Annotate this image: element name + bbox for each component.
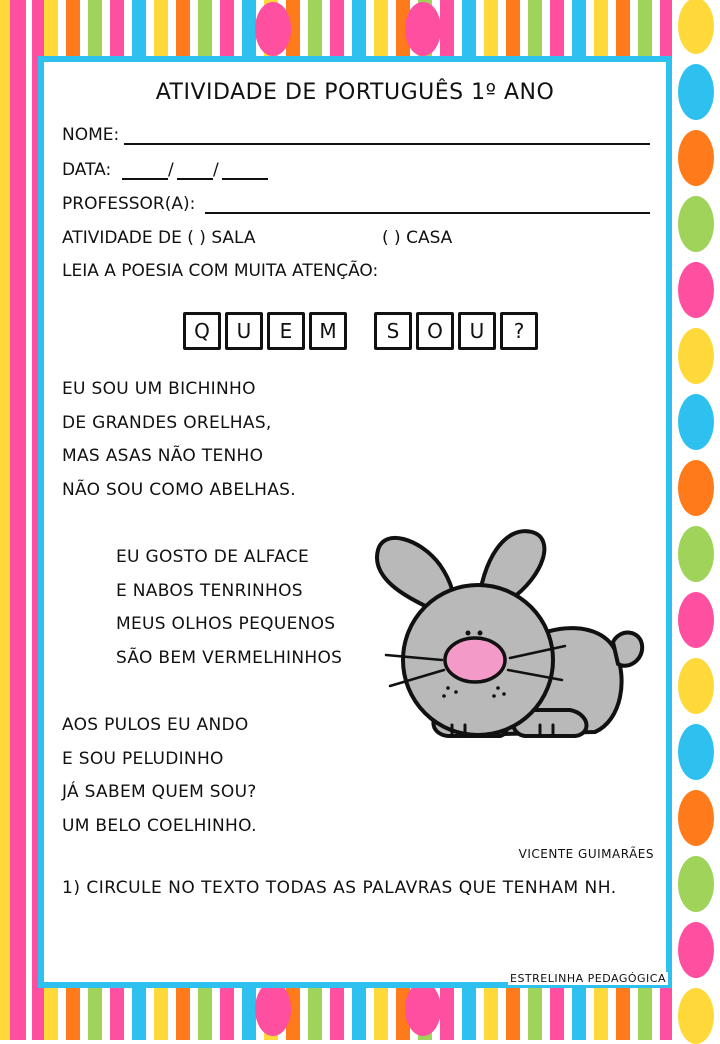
letter-tile: ? — [500, 312, 538, 350]
bunny-illustration — [370, 520, 650, 750]
poem-line: EU SOU UM BICHINHO — [62, 379, 256, 399]
polka-dot — [678, 394, 714, 450]
nome-label: NOME: — [62, 125, 120, 145]
polka-dot — [678, 724, 714, 780]
professor-label: PROFESSOR(A): — [62, 194, 196, 214]
frame-right-dots — [672, 0, 720, 1040]
polka-dot — [678, 196, 714, 252]
poem-author: VICENTE GUIMARÃES — [518, 847, 654, 861]
data-separator: / — [168, 160, 174, 180]
poem-stanza-3 — [62, 709, 257, 843]
polka-dot — [678, 790, 714, 846]
polka-dot — [678, 262, 714, 318]
polka-dot — [678, 592, 714, 648]
heading-quem — [183, 312, 347, 350]
poem-line: E NABOS TENRINHOS — [116, 580, 303, 601]
frame-bottom-stripes — [0, 980, 720, 1040]
instruction-text: LEIA A POESIA COM MUITA ATENÇÃO: — [62, 261, 379, 281]
letter-tile: U — [225, 312, 263, 350]
poem-line: EU GOSTO DE ALFACE — [116, 547, 309, 567]
poem-line: NÃO SOU COMO ABELHAS. — [62, 479, 296, 500]
atividade-sala-option[interactable]: ATIVIDADE DE ( ) SALA — [62, 228, 256, 248]
polka-dot — [255, 982, 291, 1036]
poem-stanza-1 — [62, 373, 296, 507]
polka-dot — [678, 988, 714, 1044]
letter-tile: O — [416, 312, 454, 350]
frame-top-stripes — [0, 0, 720, 60]
poem-line: E SOU PELUDINHO — [62, 748, 224, 769]
letter-tile: M — [309, 312, 347, 350]
poem-line: MEUS OLHOS PEQUENOS — [116, 614, 336, 634]
page-title: ATIVIDADE DE PORTUGUÊS 1º ANO — [155, 80, 555, 105]
letter-tile: S — [374, 312, 412, 350]
poem-line: SÃO BEM VERMELHINHOS — [116, 647, 343, 668]
data-month-field[interactable] — [177, 178, 213, 180]
polka-dot — [255, 2, 291, 56]
poem-line: UM BELO COELHINHO. — [62, 815, 257, 836]
polka-dot — [678, 0, 714, 54]
poem-line: DE GRANDES ORELHAS, — [62, 412, 272, 433]
nome-field[interactable] — [124, 143, 650, 145]
poem-line: MAS ASAS NÃO TENHO — [62, 446, 264, 466]
polka-dot — [678, 658, 714, 714]
polka-dot — [678, 64, 714, 120]
letter-tile: Q — [183, 312, 221, 350]
professor-field[interactable] — [205, 212, 650, 214]
poem-line: JÁ SABEM QUEM SOU? — [62, 782, 257, 802]
polka-dot — [678, 856, 714, 912]
data-year-field[interactable] — [222, 178, 268, 180]
data-label: DATA: — [62, 160, 112, 180]
poem-stanza-2 — [116, 541, 342, 675]
data-separator: / — [213, 160, 219, 180]
exercise-question: 1) CIRCULE NO TEXTO TODAS AS PALAVRAS QUE TENHAM NH. — [62, 878, 617, 898]
letter-tile: E — [267, 312, 305, 350]
polka-dot — [678, 922, 714, 978]
atividade-casa-option[interactable]: ( ) CASA — [382, 228, 453, 248]
data-day-field[interactable] — [122, 178, 168, 180]
polka-dot — [405, 2, 441, 56]
polka-dot — [678, 460, 714, 516]
heading-sou — [374, 312, 538, 350]
letter-tile: U — [458, 312, 496, 350]
brand-credit: ESTRELINHA PEDAGÓGICA — [510, 972, 666, 985]
polka-dot — [678, 526, 714, 582]
polka-dot — [678, 130, 714, 186]
poem-line: AOS PULOS EU ANDO — [62, 715, 249, 735]
polka-dot — [405, 982, 441, 1036]
polka-dot — [678, 328, 714, 384]
